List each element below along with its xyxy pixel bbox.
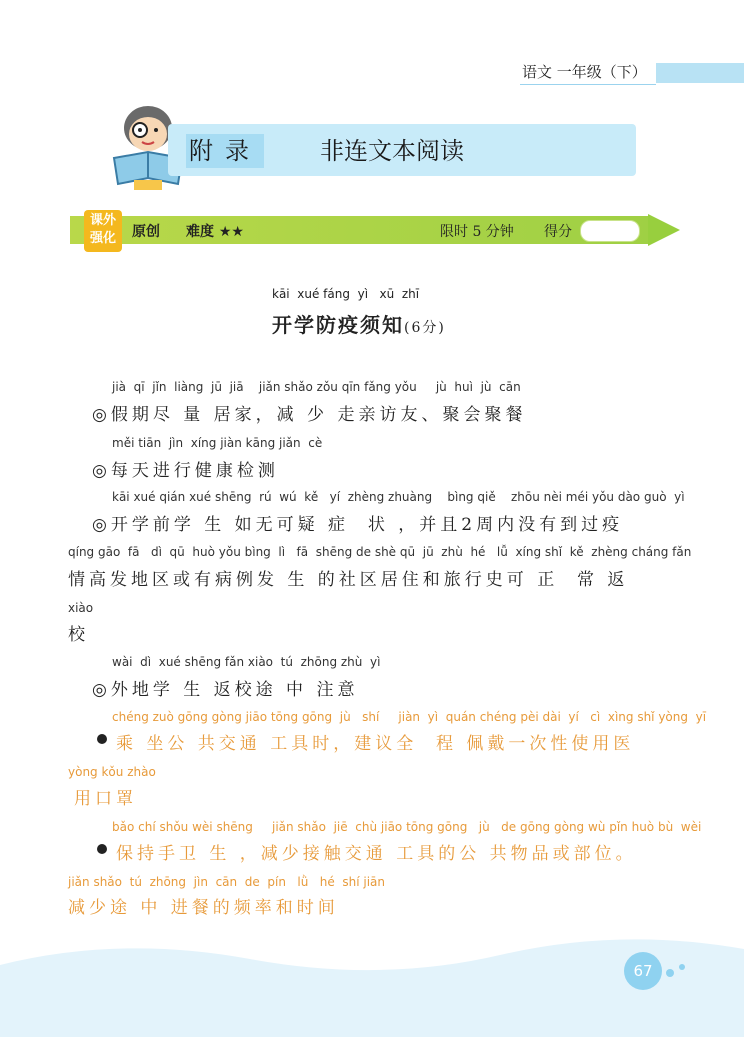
line-2-pinyin: měi tiān jìn xíng jiàn kāng jiǎn cè <box>112 436 323 450</box>
notice-title-text: 开学防疫须知 <box>272 313 404 337</box>
notice-points: (6分) <box>404 320 446 336</box>
line-7-text: 乘 坐公 共交通 工具时，建议全 程 佩戴一次性使用医 <box>116 734 635 754</box>
line-6-pinyin: wài dì xué shēng fǎn xiào tú zhōng zhù yì <box>112 655 381 669</box>
original-label: 原创 <box>132 224 160 240</box>
line-3-text: ◎开学前学 生 如无可疑 症 状 ，并且2周内没有到过疫 <box>92 515 624 535</box>
line-5-text: 校 <box>68 625 89 645</box>
banner-arrow <box>648 214 680 246</box>
time-limit-label: 限时 5 分钟 <box>440 224 514 240</box>
line-3-pinyin: kāi xué qián xué shēng rú wú kě yí zhèng zhuàng bìng qiě zhōu nèi méi yǒu dào guò yì <box>112 490 685 504</box>
header-color-bar <box>656 63 744 83</box>
difficulty-label: 难度 ★★ <box>186 224 244 240</box>
line-5-pinyin: xiào <box>68 601 94 615</box>
line-8-text: 用口罩 <box>74 789 137 809</box>
page-number: 67 <box>624 952 662 990</box>
badge-line-2: 强化 <box>89 231 116 246</box>
line-10-text: 减少途 中 进餐的频率和时间 <box>68 898 339 918</box>
header-underline <box>520 84 656 85</box>
line-9-pinyin: bǎo chí shǒu wèi shēng jiǎn shǎo jiē chù jiāo tōng gōng jù de gōng gòng wù pǐn huò bù wèi <box>112 820 702 834</box>
badge-line-1: 课外 <box>89 213 116 228</box>
line-6-text: ◎外地学 生 返校途 中 注意 <box>92 680 359 700</box>
line-4-text: 情高发地区或有病例发 生 的社区居住和旅行史可 正 常 返 <box>68 570 629 590</box>
extracurricular-badge <box>84 210 122 252</box>
bullet-dot <box>97 734 107 744</box>
notice-title <box>272 309 446 338</box>
line-2-text: ◎每天进行健康检测 <box>92 461 279 481</box>
appendix-label: 附录 <box>186 134 264 168</box>
bullet-dot <box>97 844 107 854</box>
line-10-pinyin: jiǎn shǎo tú zhōng jìn cān de pín lǜ hé shí jiān <box>68 875 386 889</box>
line-1-pinyin: jià qī jǐn liàng jū jiā jiǎn shǎo zǒu qīn fǎng yǒu jù huì jù cān <box>112 380 521 394</box>
line-7-pinyin: chéng zuò gōng gòng jiāo tōng gōng jù shí jiàn yì quán chéng pèi dài yí cì xìng shǐ yòng yī <box>112 710 707 724</box>
score-label: 得分 <box>544 224 572 240</box>
line-8-pinyin: yòng kǒu zhào <box>68 765 156 779</box>
score-input[interactable] <box>580 220 640 242</box>
section-title: 非连文本阅读 <box>320 137 464 165</box>
line-9-text: 保持手卫 生 ，减少接触交通 工具的公 共物品或部位。 <box>116 844 637 864</box>
line-4-pinyin: qíng gāo fā dì qū huò yǒu bìng lì fā shēng de shè qū jū zhù hé lǚ xíng shǐ kě zhèng cháng fǎn <box>68 545 692 559</box>
subject-grade-label: 语文 一年级（下） <box>522 63 647 81</box>
notice-title-pinyin: kāi xué fáng yì xū zhī <box>272 287 420 301</box>
line-1-text: ◎假期尽 量 居家，减 少 走亲访友、聚会聚餐 <box>92 405 527 425</box>
